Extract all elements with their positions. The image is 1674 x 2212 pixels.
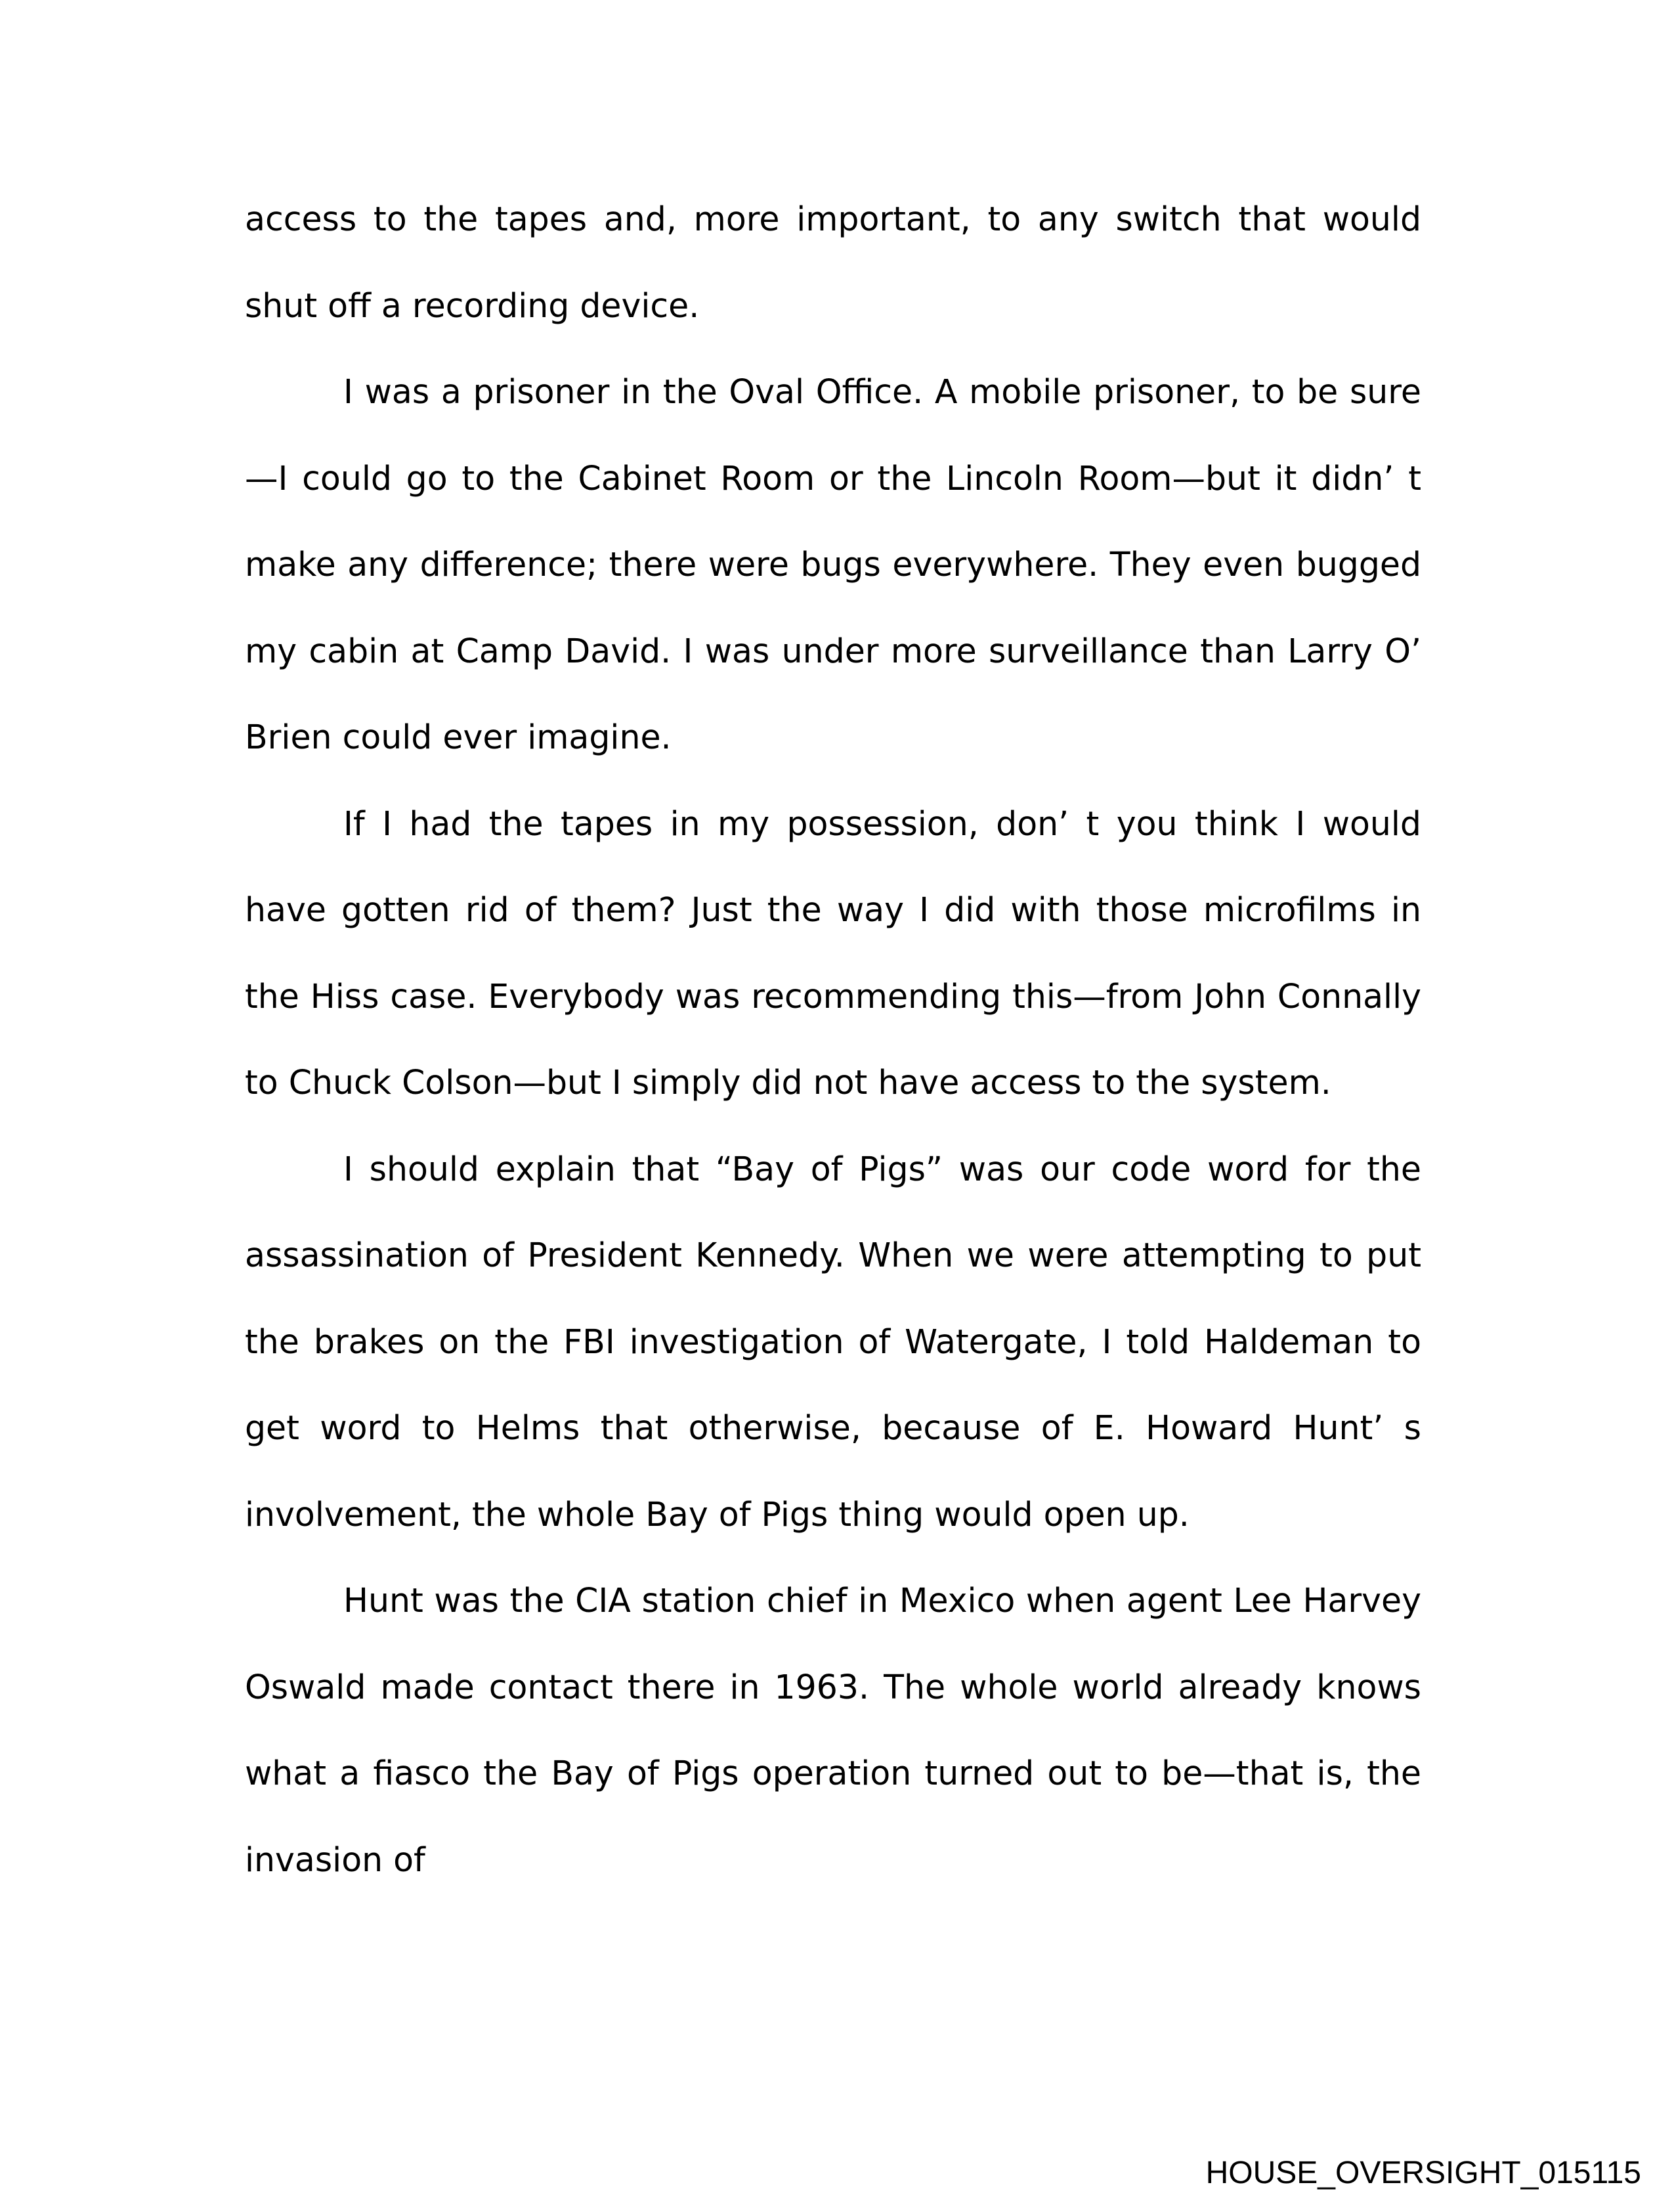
bates-stamp: HOUSE_OVERSIGHT_015115	[1205, 2156, 1641, 2190]
paragraph-bay-of-pigs-code-word: I should explain that “Bay of Pigs” was our code word for the assassination of President Kennedy. When we were attempting to put the brakes on the FBI investigation of Watergate, I told Haldeman to get word to Helms that otherwise, because of E. Howard Hunt’ s involvement, the whole Bay of Pigs thing would open up.	[245, 1149, 1421, 1534]
paragraph-tapes-possession: If I had the tapes in my possession, don’ t you think I would have gotten rid of them? Just the way I did with those microfilms in the Hiss case. Everybody was recommending this—from John Connally to Chuck Colson—but I simply did not have access to the system.	[245, 804, 1421, 1102]
body-text	[245, 176, 1421, 1903]
paragraph-oval-office-prisoner: I was a prisoner in the Oval Office. A mobile prisoner, to be sure—I could go to the Cabinet Room or the Lincoln Room—but it didn’ t make any difference; there were bugs everywhere. They even bugged my cabin at Camp David. I was under more surveillance than Larry O’ Brien could ever imagine.	[245, 372, 1421, 756]
paragraph-hunt-cia-station-chief: Hunt was the CIA station chief in Mexico when agent Lee Harvey Oswald made contact there in 1963. The whole world already knows what a fiasco the Bay of Pigs operation turned out to be—that is, the invasion of	[245, 1581, 1421, 1879]
paragraph-continuation: access to the tapes and, more important, to any switch that would shut off a recording device.	[245, 200, 1421, 325]
